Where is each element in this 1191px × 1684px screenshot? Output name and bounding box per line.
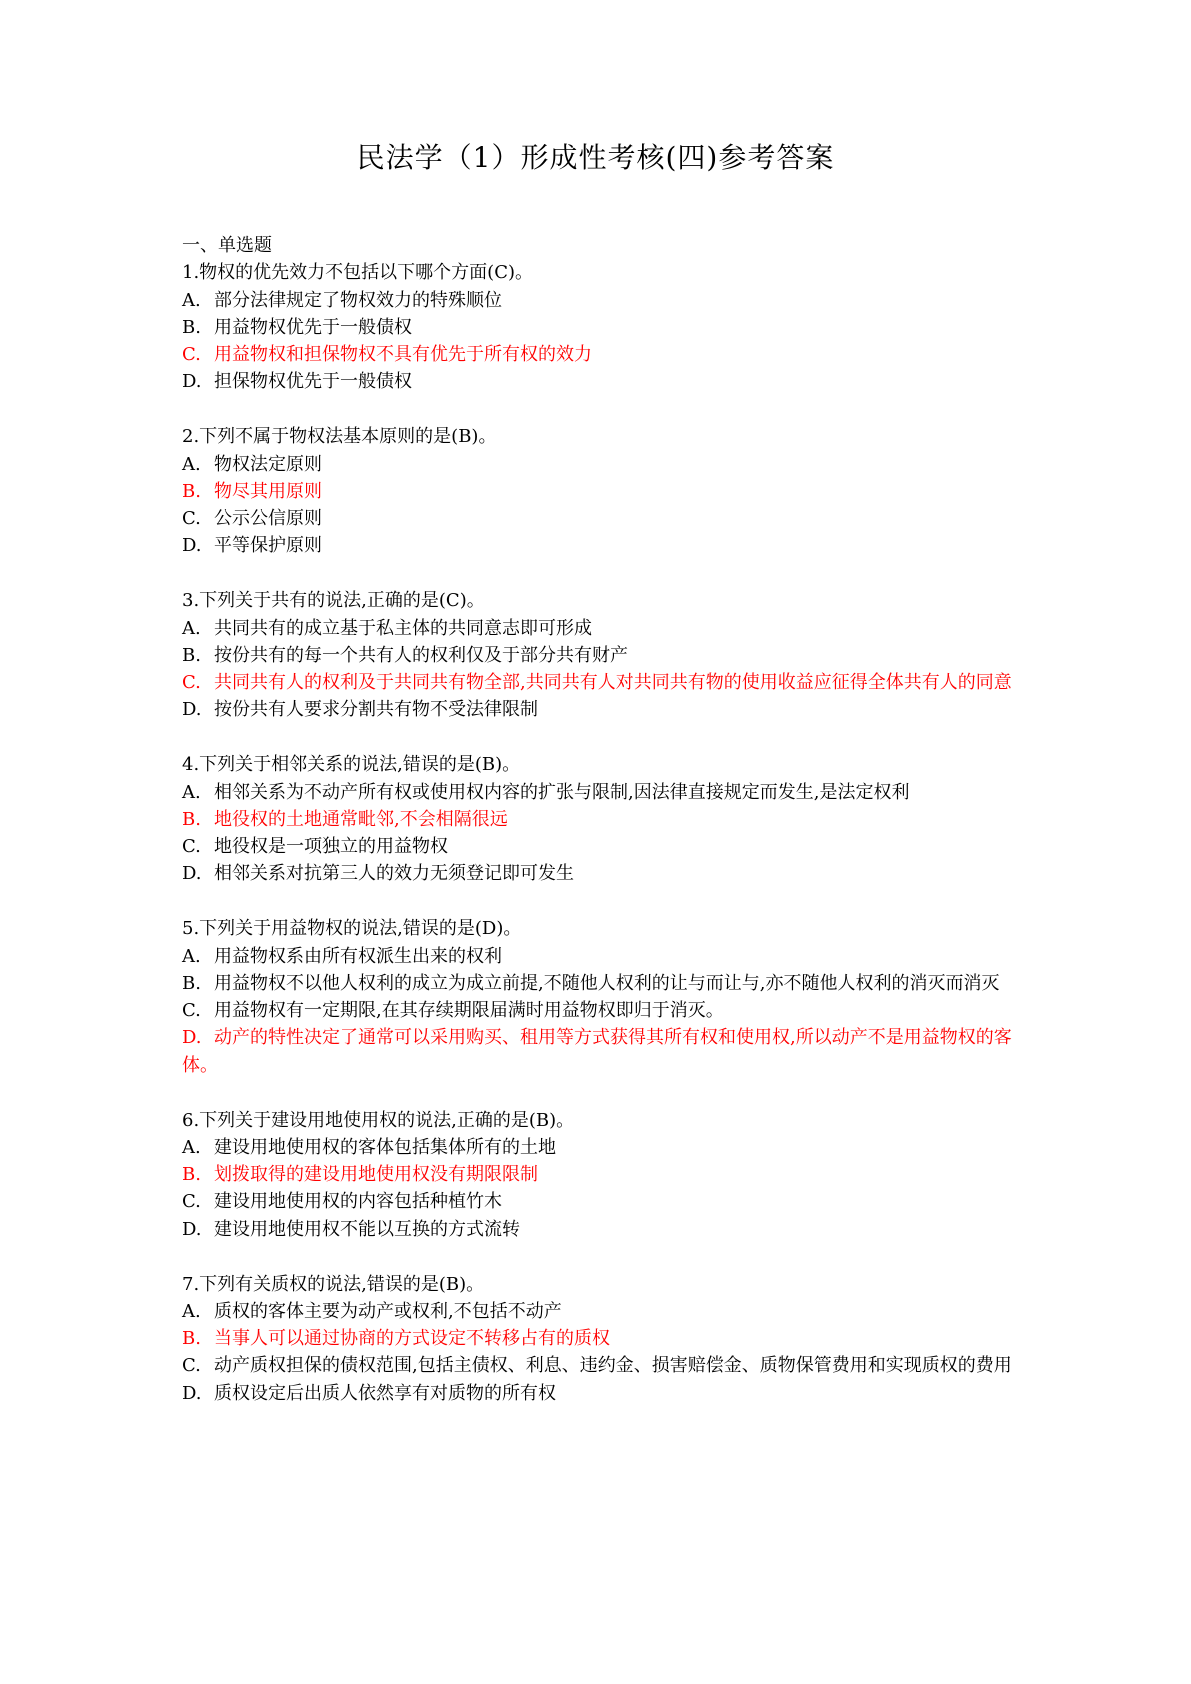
answer-option	[182, 970, 1022, 997]
answer-option	[182, 997, 1022, 1024]
question-stem: 7.下列有关质权的说法,错误的是(B)。	[182, 1273, 485, 1295]
option-letter: C.	[182, 1000, 201, 1022]
option-letter: A.	[182, 945, 201, 967]
option-text: 公示公信原则	[214, 508, 322, 530]
option-letter: C.	[182, 672, 201, 694]
correct-answer-option	[182, 341, 1022, 368]
option-text: 当事人可以通过协商的方式设定不转移占有的质权	[214, 1328, 610, 1350]
question-stem: 3.下列关于共有的说法,正确的是(C)。	[182, 590, 485, 612]
option-letter: B.	[182, 972, 201, 994]
option-text: 用益物权系由所有权派生出来的权利	[214, 945, 502, 967]
option-letter: C.	[182, 836, 201, 858]
correct-answer-option	[182, 806, 1022, 833]
answer-option	[182, 451, 1022, 478]
option-text: 物权法定原则	[214, 453, 322, 475]
question-5	[182, 915, 1022, 1079]
option-letter: C.	[182, 1191, 201, 1213]
option-letter: A.	[182, 781, 201, 803]
option-text: 用益物权不以他人权利的成立为成立前提,不随他人权利的让与而让与,亦不随他人权利的消灭而消灭	[214, 972, 1000, 994]
correct-answer-option	[182, 1024, 1022, 1079]
question-1	[182, 259, 1022, 395]
option-text: 部分法律规定了物权效力的特殊顺位	[214, 289, 502, 311]
question-stem: 1.物权的优先效力不包括以下哪个方面(C)。	[182, 262, 533, 284]
answer-option	[182, 615, 1022, 642]
answer-option	[182, 1352, 1022, 1379]
option-letter: C.	[182, 508, 201, 530]
answer-option	[182, 642, 1022, 669]
option-letter: D.	[182, 371, 202, 393]
answer-option	[182, 1188, 1022, 1215]
answer-option	[182, 943, 1022, 970]
answer-option	[182, 314, 1022, 341]
correct-answer-option	[182, 669, 1022, 696]
option-text: 用益物权优先于一般债权	[214, 316, 412, 338]
option-letter: D.	[182, 1027, 202, 1049]
option-text: 动产质权担保的债权范围,包括主债权、利息、违约金、损害赔偿金、质物保管费用和实现质权的费用	[214, 1355, 1012, 1377]
option-text: 用益物权有一定期限,在其存续期限届满时用益物权即归于消灭。	[214, 1000, 724, 1022]
option-letter: B.	[182, 644, 201, 666]
answer-option	[182, 1298, 1022, 1325]
option-text: 物尽其用原则	[214, 480, 322, 502]
question-4	[182, 751, 1022, 887]
option-letter: A.	[182, 289, 201, 311]
question-2	[182, 423, 1022, 559]
answer-option	[182, 1216, 1022, 1243]
option-text: 地役权的土地通常毗邻,不会相隔很远	[214, 808, 508, 830]
section-heading: 一、单选题	[182, 235, 272, 256]
answer-option	[182, 532, 1022, 559]
option-letter: C.	[182, 1355, 201, 1377]
option-letter: D.	[182, 863, 202, 885]
question-stem: 2.下列不属于物权法基本原则的是(B)。	[182, 426, 497, 448]
option-text: 相邻关系为不动产所有权或使用权内容的扩张与限制,因法律直接规定而发生,是法定权利	[214, 781, 910, 803]
correct-answer-option	[182, 1161, 1022, 1188]
answer-option	[182, 696, 1022, 723]
answer-option	[182, 505, 1022, 532]
question-stem: 6.下列关于建设用地使用权的说法,正确的是(B)。	[182, 1109, 575, 1131]
option-text: 平等保护原则	[214, 535, 322, 557]
option-letter: D.	[182, 699, 202, 721]
question-list	[182, 259, 1022, 1407]
option-letter: B.	[182, 1164, 201, 1186]
document-body	[182, 232, 1022, 1434]
option-text: 共同共有人的权利及于共同共有物全部,共同共有人对共同共有物的使用收益应征得全体共有人的同意	[214, 672, 1012, 694]
option-text: 质权的客体主要为动产或权利,不包括不动产	[214, 1300, 562, 1322]
option-text: 建设用地使用权的内容包括种植竹木	[214, 1191, 502, 1213]
option-letter: D.	[182, 1382, 202, 1404]
question-3	[182, 587, 1022, 723]
option-letter: B.	[182, 1328, 201, 1350]
option-letter: A.	[182, 1136, 201, 1158]
option-text: 划拨取得的建设用地使用权没有期限限制	[214, 1164, 538, 1186]
question-6	[182, 1107, 1022, 1243]
question-stem: 4.下列关于相邻关系的说法,错误的是(B)。	[182, 754, 521, 776]
option-letter: C.	[182, 344, 201, 366]
answer-option	[182, 860, 1022, 887]
option-text: 按份共有人要求分割共有物不受法律限制	[214, 699, 538, 721]
option-letter: B.	[182, 316, 201, 338]
page-title: 民法学（1）形成性考核(四)参考答案	[356, 141, 835, 174]
answer-option	[182, 368, 1022, 395]
question-stem: 5.下列关于用益物权的说法,错误的是(D)。	[182, 918, 522, 940]
correct-answer-option	[182, 478, 1022, 505]
option-letter: D.	[182, 1218, 202, 1240]
question-7	[182, 1271, 1022, 1407]
answer-option	[182, 779, 1022, 806]
option-text: 共同共有的成立基于私主体的共同意志即可形成	[214, 617, 592, 639]
option-text: 建设用地使用权的客体包括集体所有的土地	[214, 1136, 556, 1158]
option-letter: A.	[182, 617, 201, 639]
answer-option	[182, 833, 1022, 860]
option-letter: D.	[182, 535, 202, 557]
answer-option	[182, 287, 1022, 314]
option-text: 相邻关系对抗第三人的效力无须登记即可发生	[214, 863, 574, 885]
option-text: 按份共有的每一个共有人的权利仅及于部分共有财产	[214, 644, 628, 666]
option-letter: B.	[182, 808, 201, 830]
option-text: 动产的特性决定了通常可以采用购买、租用等方式获得其所有权和使用权,所以动产不是用益物权的客体。	[182, 1027, 1012, 1076]
option-text: 质权设定后出质人依然享有对质物的所有权	[214, 1382, 556, 1404]
option-text: 地役权是一项独立的用益物权	[214, 836, 448, 858]
option-text: 用益物权和担保物权不具有优先于所有权的效力	[214, 344, 592, 366]
option-letter: A.	[182, 1300, 201, 1322]
option-text: 担保物权优先于一般债权	[214, 371, 412, 393]
option-letter: A.	[182, 453, 201, 475]
answer-option	[182, 1380, 1022, 1407]
option-letter: B.	[182, 480, 201, 502]
answer-option	[182, 1134, 1022, 1161]
correct-answer-option	[182, 1325, 1022, 1352]
option-text: 建设用地使用权不能以互换的方式流转	[214, 1218, 520, 1240]
